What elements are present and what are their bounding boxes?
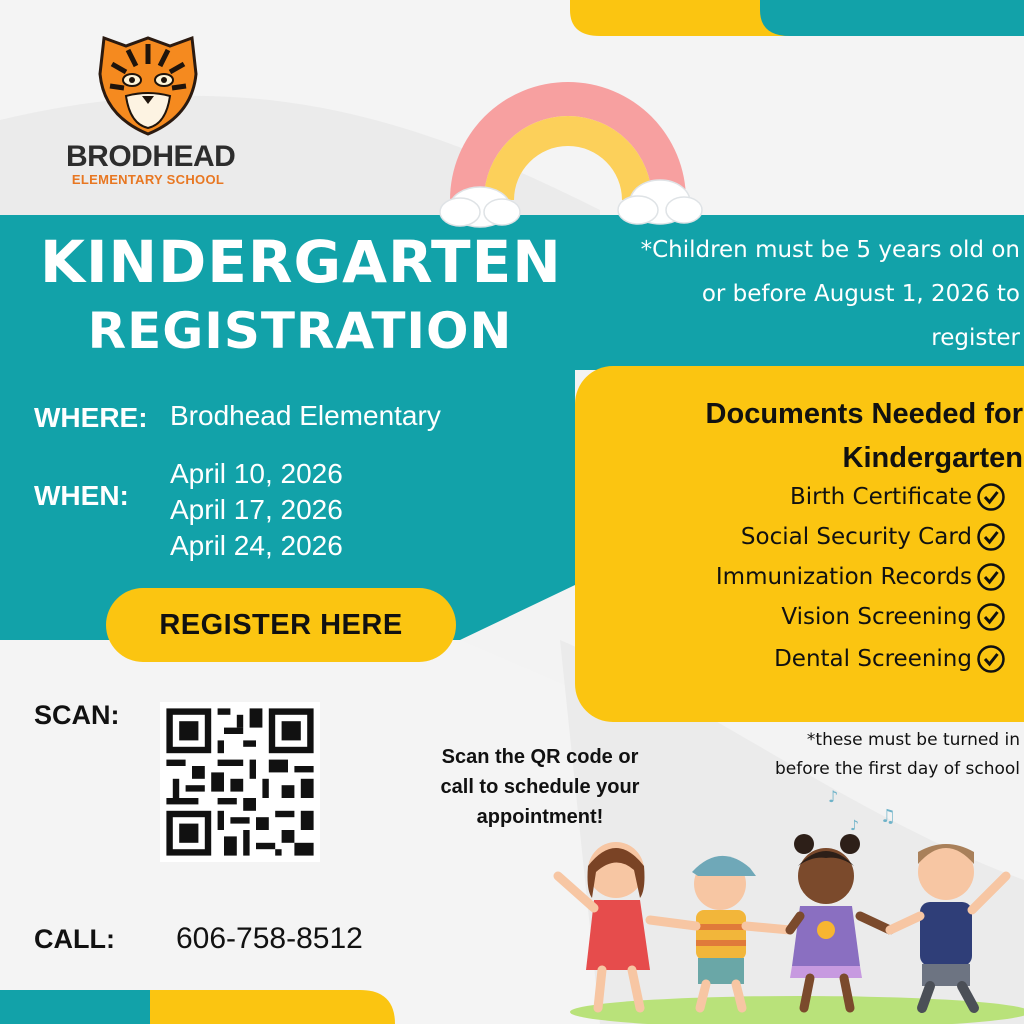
scan-instruction-line-2: call to schedule your [440, 776, 640, 798]
date-1: April 10, 2026 [170, 458, 343, 489]
check-circle-icon [976, 482, 1006, 512]
document-label: Vision Screening [781, 604, 972, 630]
svg-text:♫: ♫ [880, 806, 897, 827]
date-2: April 17, 2026 [170, 494, 343, 525]
call-label: CALL: [34, 924, 115, 954]
check-circle-icon [976, 562, 1006, 592]
document-item [781, 602, 1006, 632]
document-label: Social Security Card [740, 524, 972, 550]
register-here-button[interactable]: REGISTER HERE [106, 588, 456, 662]
age-line-3: register [931, 325, 1020, 351]
children-illustration [550, 780, 1024, 1024]
svg-text:♪: ♪ [828, 787, 839, 806]
svg-text:♪: ♪ [850, 818, 859, 834]
documents-title-line-2: Kindergarten [842, 442, 1023, 474]
age-line-1: *Children must be 5 years old on [640, 237, 1020, 263]
turn-in-line-2: before the first day of school [774, 759, 1020, 779]
check-circle-icon [976, 602, 1006, 632]
headline-registration: REGISTRATION [87, 302, 513, 360]
where-value: Brodhead Elementary [170, 400, 441, 431]
tiger-head-icon [92, 24, 204, 136]
scan-instruction-line-3: appointment! [476, 806, 604, 828]
document-item [741, 522, 1006, 552]
document-label: Immunization Records [715, 564, 972, 590]
where-label: WHERE: [34, 402, 148, 433]
check-circle-icon [976, 644, 1006, 674]
scan-instruction-line-1: Scan the QR code or [441, 746, 639, 768]
when-label: WHEN: [34, 480, 129, 511]
document-label: Dental Screening [774, 646, 972, 672]
turn-in-note [700, 726, 1020, 784]
documents-title [585, 392, 1023, 480]
document-label: Birth Certificate [789, 484, 972, 510]
turn-in-line-1: *these must be turned in [806, 730, 1020, 750]
document-item [790, 482, 1006, 512]
school-subtitle: ELEMENTARY SCHOOL [71, 172, 225, 187]
age-requirement-note [560, 228, 1020, 360]
qr-code-icon[interactable] [160, 702, 320, 862]
documents-title-line-1: Documents Needed for [705, 398, 1023, 430]
document-item [716, 562, 1006, 592]
school-name: BRODHEAD [66, 140, 236, 173]
age-line-2: or before August 1, 2026 to [701, 281, 1020, 307]
document-item [774, 644, 1006, 674]
date-3: April 24, 2026 [170, 530, 343, 561]
phone-number[interactable]: 606-758-8512 [176, 922, 363, 955]
headline-kindergarten: KINDERGARTEN [40, 228, 562, 296]
scan-label: SCAN: [34, 700, 120, 730]
check-circle-icon [976, 522, 1006, 552]
